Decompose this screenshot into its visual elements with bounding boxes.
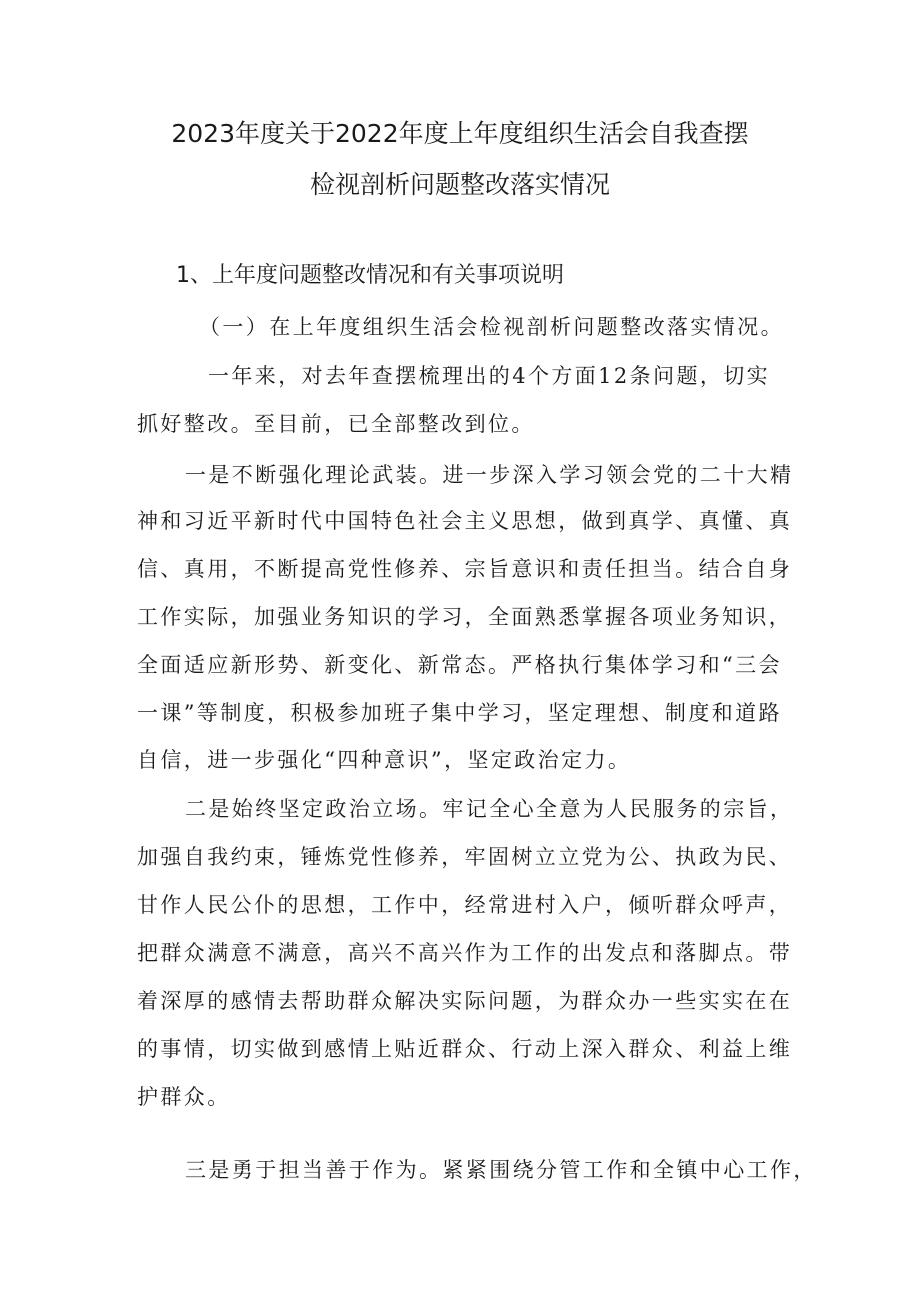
point1-line-6: 一课”等制度，积极参加班子集中学习，坚定理想、制度和道路 <box>137 701 782 725</box>
intro-line-2: 抓好整改。至目前，已全部整改到位。 <box>137 412 535 436</box>
point1-line-7: 自信，进一步强化“四种意识”，坚定政治定力。 <box>137 748 632 772</box>
point2-line-3: 甘作人民公仆的思想，工作中，经常进村入户，倾听群众呼声， <box>137 893 793 917</box>
point2-line-4: 把群众满意不满意，高兴不高兴作为工作的出发点和落脚点。带 <box>137 941 793 965</box>
point2-line-2: 加强自我约束，锤炼党性修养，牢固树立立党为公、执政为民、 <box>137 845 793 869</box>
point1-line-2: 神和习近平新时代中国特色社会主义思想，做到真学、真懂、真 <box>137 509 793 533</box>
point2-line-7: 护群众。 <box>137 1085 231 1109</box>
point2-line-1: 二是始终坚定政治立场。牢记全心全意为人民服务的宗旨， <box>185 797 794 821</box>
subheading-1: （一）在上年度组织生活会检视剖析问题整改落实情况。 <box>199 315 784 339</box>
point1-line-4: 工作实际，加强业务知识的学习，全面熟悉掌握各项业务知识， <box>137 605 793 629</box>
section-heading-1: 1、上年度问题整改情况和有关事项说明 <box>176 263 564 288</box>
point2-line-5: 着深厚的感情去帮助群众解决实际问题，为群众办一些实实在在 <box>137 989 793 1013</box>
point1-line-1: 一是不断强化理论武装。进一步深入学习领会党的二十大精 <box>185 463 794 487</box>
document-title-line-2: 检视剖析问题整改落实情况 <box>309 170 610 199</box>
point1-line-3: 信、真用，不断提高党性修养、宗旨意识和责任担当。结合自身 <box>137 557 793 581</box>
point2-line-6: 的事情，切实做到感情上贴近群众、行动上深入群众、利益上维 <box>137 1037 793 1061</box>
document-title-line-1: 2023年度关于2022年度上年度组织生活会自我查摆 <box>171 119 749 148</box>
point3-line-1: 三是勇于担当善于作为。紧紧围绕分管工作和全镇中心工作， <box>185 1158 817 1182</box>
intro-line-1: 一年来，对去年查摆梳理出的4个方面12条问题，切实 <box>208 364 771 388</box>
point1-line-5: 全面适应新形势、新变化、新常态。严格执行集体学习和“三会 <box>137 653 782 677</box>
